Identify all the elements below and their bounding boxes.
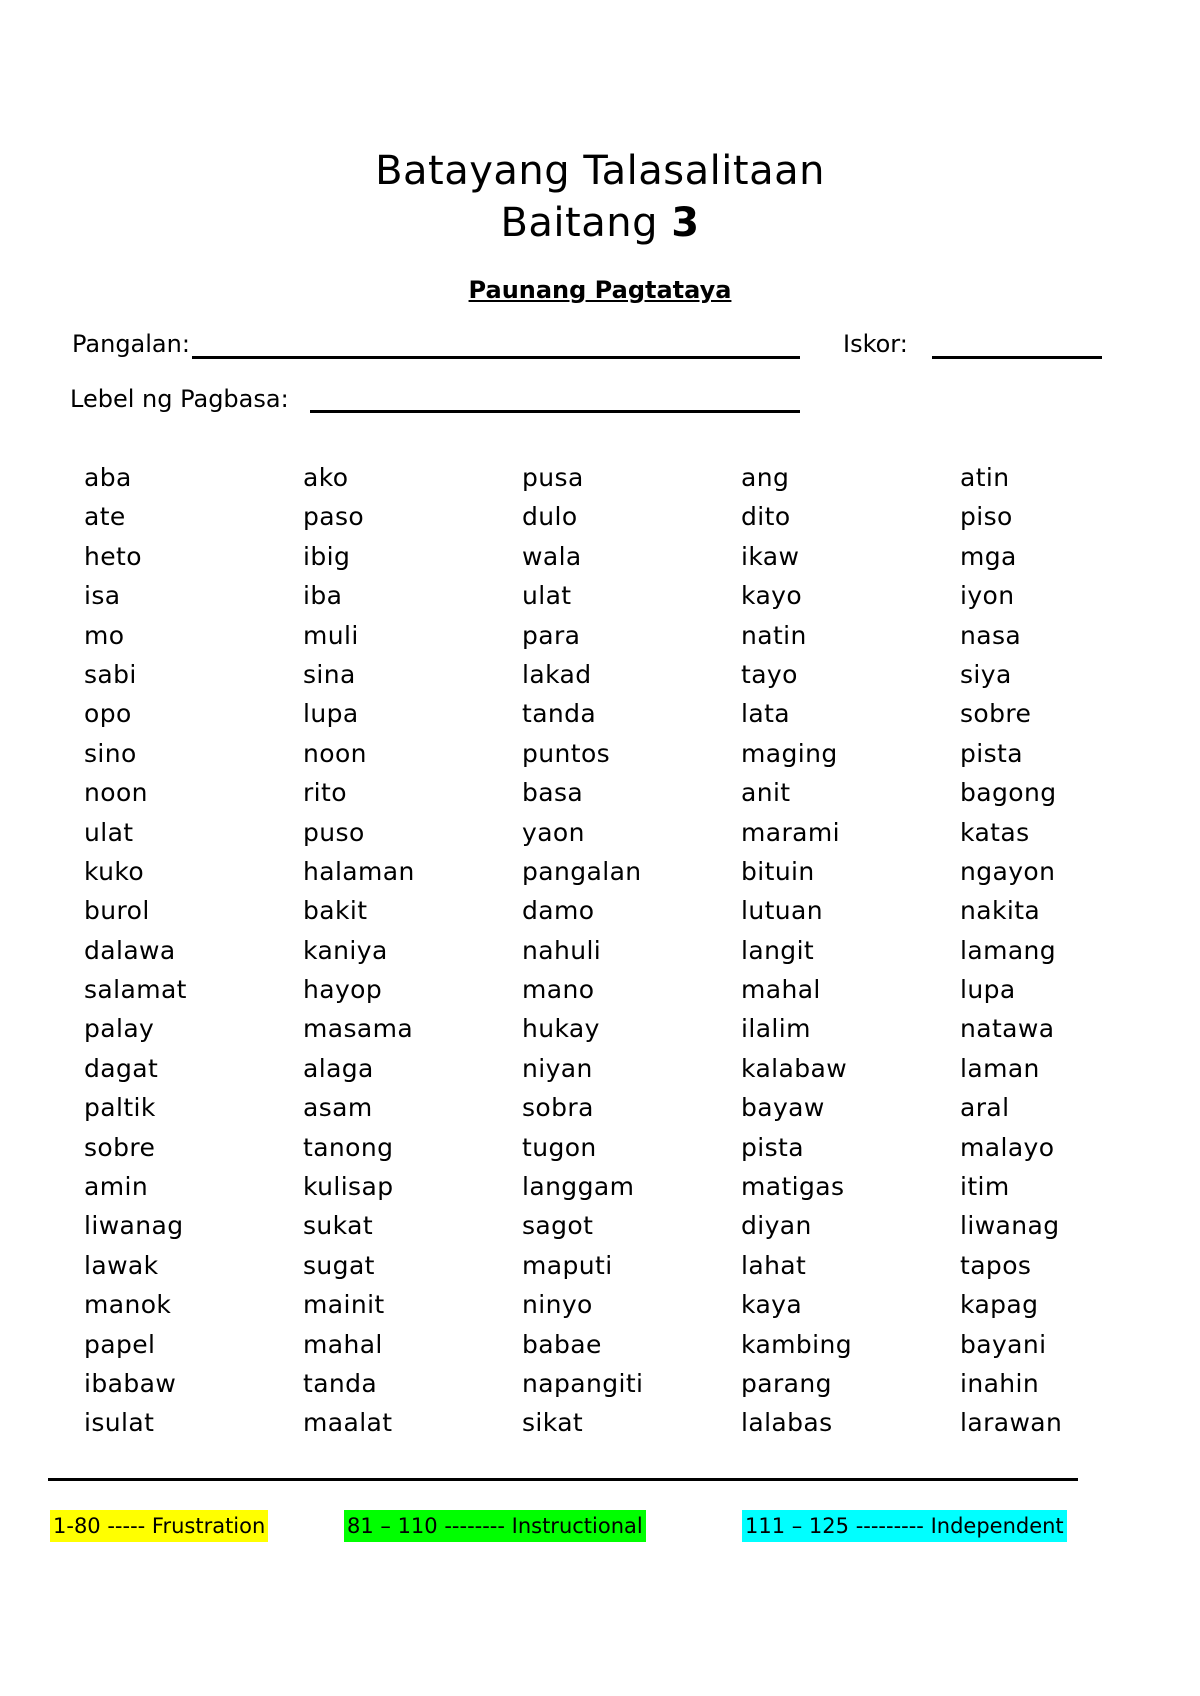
word-item: kapag xyxy=(960,1290,1039,1320)
word-item: palay xyxy=(84,1014,155,1044)
word-item: puntos xyxy=(522,738,611,768)
word-list xyxy=(84,462,1179,1447)
word-item: lahat xyxy=(741,1250,807,1280)
word-item: lupa xyxy=(303,699,359,729)
word-item: para xyxy=(522,620,581,650)
word-item: sagot xyxy=(522,1211,594,1241)
word-item: amin xyxy=(84,1172,149,1202)
word-item: sikat xyxy=(522,1408,584,1438)
word-item: sabi xyxy=(84,659,137,689)
word-item: halaman xyxy=(303,856,415,886)
word-item: anit xyxy=(741,778,791,808)
word-item: bituin xyxy=(741,856,815,886)
word-item: sukat xyxy=(303,1211,374,1241)
word-item: wala xyxy=(522,541,582,571)
word-item: ate xyxy=(84,502,126,532)
word-item: napangiti xyxy=(522,1368,644,1398)
word-item: iba xyxy=(303,581,343,611)
name-field-line[interactable] xyxy=(192,356,800,359)
word-item: laman xyxy=(960,1053,1040,1083)
word-item: ninyo xyxy=(522,1290,593,1320)
word-item: noon xyxy=(84,778,148,808)
word-item: mahal xyxy=(741,975,821,1005)
word-item: piso xyxy=(960,502,1013,532)
word-item: niyan xyxy=(522,1053,593,1083)
word-item: atin xyxy=(960,463,1010,492)
score-label: Iskor: xyxy=(843,330,908,358)
word-item: bayani xyxy=(960,1329,1047,1359)
word-item: heto xyxy=(84,541,142,571)
word-item: langgam xyxy=(522,1172,635,1202)
reading-level-field-line[interactable] xyxy=(310,410,800,413)
legend-instructional: 81 – 110 -------- Instructional xyxy=(344,1510,646,1542)
word-item: dulo xyxy=(522,502,578,532)
word-item: diyan xyxy=(741,1211,812,1241)
word-item: siya xyxy=(960,659,1012,689)
word-item: dagat xyxy=(84,1053,159,1083)
word-item: dito xyxy=(741,502,791,532)
word-item: aral xyxy=(960,1093,1010,1123)
word-item: sobre xyxy=(960,699,1032,729)
word-item: ikaw xyxy=(741,541,800,571)
word-item: basa xyxy=(522,778,584,808)
word-item: matigas xyxy=(741,1172,845,1202)
word-item: papel xyxy=(84,1329,156,1359)
reading-level-label: Lebel ng Pagbasa: xyxy=(70,385,289,413)
word-item: mainit xyxy=(303,1290,385,1320)
word-item: lalabas xyxy=(741,1408,833,1438)
word-item: lakad xyxy=(522,659,592,689)
word-item: isa xyxy=(84,581,121,611)
word-item: mahal xyxy=(303,1329,383,1359)
word-item: inahin xyxy=(960,1368,1040,1398)
word-item: aba xyxy=(84,463,132,492)
word-item: hukay xyxy=(522,1014,600,1044)
word-item: paso xyxy=(303,502,365,532)
legend-frustration: 1-80 ----- Frustration xyxy=(50,1510,268,1542)
word-item: alaga xyxy=(303,1053,374,1083)
word-item: bakit xyxy=(303,896,368,926)
word-item: natawa xyxy=(960,1014,1055,1044)
word-item: tugon xyxy=(522,1132,597,1162)
word-item: sino xyxy=(84,738,137,768)
word-item: sina xyxy=(303,659,356,689)
word-item: sugat xyxy=(303,1250,375,1280)
word-item: ako xyxy=(303,463,349,492)
word-item: ang xyxy=(741,463,790,492)
word-item: maging xyxy=(741,738,838,768)
word-item: mo xyxy=(84,620,125,650)
grade-level-title xyxy=(0,200,1200,246)
word-item: iyon xyxy=(960,581,1015,611)
word-item: rito xyxy=(303,778,347,808)
word-item: tayo xyxy=(741,659,798,689)
word-item: lawak xyxy=(84,1250,159,1280)
word-item: maputi xyxy=(522,1250,613,1280)
word-item: lamang xyxy=(960,935,1057,965)
word-item: ilalim xyxy=(741,1014,811,1044)
grade-label: Baitang xyxy=(500,200,658,246)
word-item: itim xyxy=(960,1172,1010,1202)
word-item: burol xyxy=(84,896,150,926)
word-item: bayaw xyxy=(741,1093,825,1123)
word-item: ngayon xyxy=(960,856,1056,886)
divider-line xyxy=(48,1478,1078,1481)
assessment-subtitle: Paunang Pagtataya xyxy=(468,276,732,304)
word-item: nasa xyxy=(960,620,1022,650)
word-item: kaniya xyxy=(303,935,388,965)
word-item: lutuan xyxy=(741,896,824,926)
word-item: kaya xyxy=(741,1290,803,1320)
word-item: sobra xyxy=(522,1093,594,1123)
word-item: kuko xyxy=(84,856,145,886)
word-item: parang xyxy=(741,1368,832,1398)
word-item: dalawa xyxy=(84,935,176,965)
word-item: opo xyxy=(84,699,132,729)
word-item: pista xyxy=(960,738,1023,768)
word-item: tanda xyxy=(522,699,597,729)
word-item: salamat xyxy=(84,975,187,1005)
word-item: puso xyxy=(303,817,365,847)
word-item: pangalan xyxy=(522,856,642,886)
word-item: masama xyxy=(303,1014,414,1044)
word-item: hayop xyxy=(303,975,383,1005)
grade-number: 3 xyxy=(671,200,700,246)
word-item: tanda xyxy=(303,1368,378,1398)
word-item: ulat xyxy=(522,581,572,611)
word-item: lata xyxy=(741,699,790,729)
word-item: kulisap xyxy=(303,1172,394,1202)
word-item: malayo xyxy=(960,1132,1055,1162)
word-item: natin xyxy=(741,620,807,650)
word-item: bagong xyxy=(960,778,1057,808)
word-item: kambing xyxy=(741,1329,853,1359)
legend-independent: 111 – 125 --------- Independent xyxy=(742,1510,1067,1542)
word-item: manok xyxy=(84,1290,172,1320)
score-field-line[interactable] xyxy=(932,356,1102,359)
word-item: pusa xyxy=(522,463,584,492)
word-item: mga xyxy=(960,541,1017,571)
word-item: liwanag xyxy=(84,1211,184,1241)
word-item: nakita xyxy=(960,896,1041,926)
word-item: kalabaw xyxy=(741,1053,848,1083)
word-item: katas xyxy=(960,817,1030,847)
word-item: liwanag xyxy=(960,1211,1060,1241)
document-title: Batayang Talasalitaan xyxy=(375,148,825,194)
word-item: lupa xyxy=(960,975,1016,1005)
word-item: muli xyxy=(303,620,359,650)
name-label: Pangalan: xyxy=(72,330,190,358)
word-item: paltik xyxy=(84,1093,156,1123)
word-item: isulat xyxy=(84,1408,155,1438)
word-item: asam xyxy=(303,1093,373,1123)
word-item: yaon xyxy=(522,817,585,847)
word-item: maalat xyxy=(303,1408,393,1438)
word-item: marami xyxy=(741,817,840,847)
word-item: nahuli xyxy=(522,935,602,965)
word-item: sobre xyxy=(84,1132,156,1162)
word-item: babae xyxy=(522,1329,602,1359)
word-item: ibabaw xyxy=(84,1368,177,1398)
word-item: tapos xyxy=(960,1250,1032,1280)
word-item: langit xyxy=(741,935,815,965)
word-item: ulat xyxy=(84,817,134,847)
word-item: noon xyxy=(303,738,367,768)
word-item: ibig xyxy=(303,541,351,571)
word-item: larawan xyxy=(960,1408,1063,1438)
word-item: damo xyxy=(522,896,595,926)
word-item: kayo xyxy=(741,581,803,611)
word-item: pista xyxy=(741,1132,804,1162)
word-item: tanong xyxy=(303,1132,394,1162)
word-item: mano xyxy=(522,975,595,1005)
